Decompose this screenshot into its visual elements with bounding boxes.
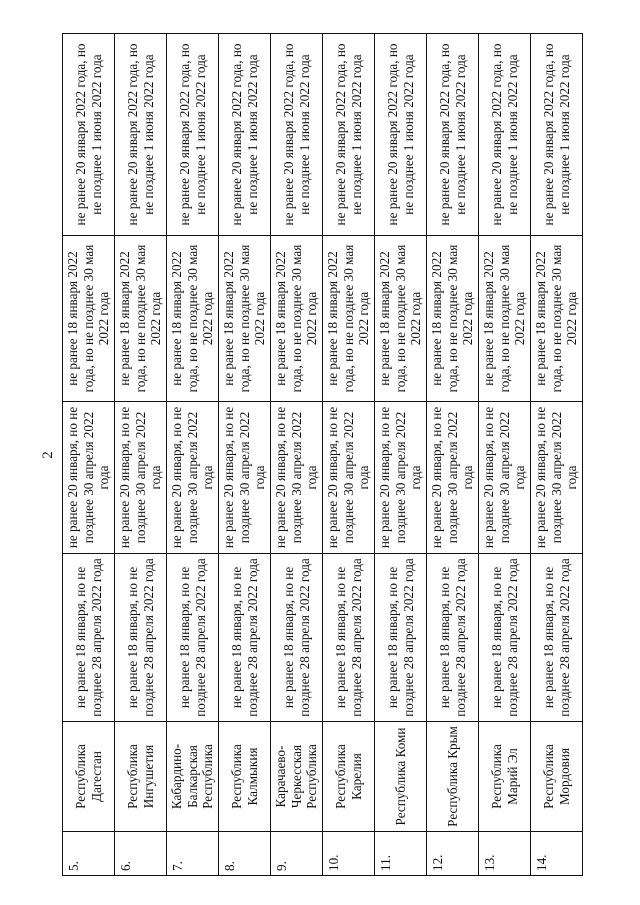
period-start-20-jan: не ранее 20 января, но не позднее 30 апреля 2022 года (531, 402, 583, 554)
period-end-30-may: не ранее 18 января 2022 года, но не позднее 30 мая 2022 года (219, 236, 271, 402)
period-end-30-may: не ранее 18 января 2022 года, но не позднее 30 мая 2022 года (375, 236, 427, 402)
period-end-1-june: не ранее 20 января 2022 года, но не позднее 1 июня 2022 года (479, 34, 531, 236)
period-end-30-may: не ранее 18 января 2022 года, но не позднее 30 мая 2022 года (115, 236, 167, 402)
period-start-20-jan: не ранее 20 января, но не позднее 30 апреля 2022 года (219, 402, 271, 554)
period-start-18-jan: не ранее 18 января, но не позднее 28 апреля 2022 года (375, 554, 427, 722)
table-row (115, 34, 167, 876)
period-start-20-jan: не ранее 20 января, но не позднее 30 апреля 2022 года (63, 402, 115, 554)
page-number: 2 (40, 451, 56, 459)
period-end-30-may: не ранее 18 января 2022 года, но не позднее 30 мая 2022 года (63, 236, 115, 402)
period-end-30-may: не ранее 18 января 2022 года, но не позднее 30 мая 2022 года (531, 236, 583, 402)
period-start-18-jan: не ранее 18 января, но не позднее 28 апреля 2022 года (271, 554, 323, 722)
schedule-table (62, 33, 583, 876)
table-row (323, 34, 375, 876)
row-number: 13. (479, 832, 531, 876)
period-end-1-june: не ранее 20 января 2022 года, но не позднее 1 июня 2022 года (271, 34, 323, 236)
table-row (63, 34, 115, 876)
table-row (479, 34, 531, 876)
period-start-18-jan: не ранее 18 января, но не позднее 28 апреля 2022 года (427, 554, 479, 722)
region-name: Республика Дагестан (63, 722, 115, 832)
period-end-30-may: не ранее 18 января 2022 года, но не позднее 30 мая 2022 года (479, 236, 531, 402)
row-number: 9. (271, 832, 323, 876)
period-end-30-may: не ранее 18 января 2022 года, но не позднее 30 мая 2022 года (167, 236, 219, 402)
row-number: 11. (375, 832, 427, 876)
period-start-20-jan: не ранее 20 января, но не позднее 30 апреля 2022 года (271, 402, 323, 554)
region-name: Республика Калмыкия (219, 722, 271, 832)
period-start-20-jan: не ранее 20 января, но не позднее 30 апреля 2022 года (115, 402, 167, 554)
period-end-1-june: не ранее 20 января 2022 года, но не позднее 1 июня 2022 года (531, 34, 583, 236)
period-end-1-june: не ранее 20 января 2022 года, но не позднее 1 июня 2022 года (323, 34, 375, 236)
period-end-1-june: не ранее 20 января 2022 года, но не позднее 1 июня 2022 года (427, 34, 479, 236)
row-number: 6. (115, 832, 167, 876)
table-row (167, 34, 219, 876)
period-end-1-june: не ранее 20 января 2022 года, но не позднее 1 июня 2022 года (115, 34, 167, 236)
row-number: 12. (427, 832, 479, 876)
period-start-20-jan: не ранее 20 января, но не позднее 30 апреля 2022 года (323, 402, 375, 554)
period-end-1-june: не ранее 20 января 2022 года, но не позднее 1 июня 2022 года (219, 34, 271, 236)
period-start-20-jan: не ранее 20 января, но не позднее 30 апреля 2022 года (427, 402, 479, 554)
period-start-18-jan: не ранее 18 января, но не позднее 28 апреля 2022 года (63, 554, 115, 722)
region-name: Республика Мордовия (531, 722, 583, 832)
table-row (531, 34, 583, 876)
period-start-20-jan: не ранее 20 января, но не позднее 30 апреля 2022 года (479, 402, 531, 554)
region-name: Республика Крым (427, 722, 479, 832)
table-row (375, 34, 427, 876)
row-number: 10. (323, 832, 375, 876)
period-start-20-jan: не ранее 20 января, но не позднее 30 апреля 2022 года (167, 402, 219, 554)
period-end-1-june: не ранее 20 января 2022 года, но не позднее 1 июня 2022 года (375, 34, 427, 236)
period-end-30-may: не ранее 18 января 2022 года, но не позднее 30 мая 2022 года (323, 236, 375, 402)
row-number: 8. (219, 832, 271, 876)
row-number: 14. (531, 832, 583, 876)
period-start-18-jan: не ранее 18 января, но не позднее 28 апреля 2022 года (531, 554, 583, 722)
region-name: Республика Ингушетия (115, 722, 167, 832)
region-name: Республика Коми (375, 722, 427, 832)
row-number: 5. (63, 832, 115, 876)
period-end-1-june: не ранее 20 января 2022 года, но не позднее 1 июня 2022 года (63, 34, 115, 236)
table-row (219, 34, 271, 876)
table-row (427, 34, 479, 876)
table-row (271, 34, 323, 876)
period-start-20-jan: не ранее 20 января, но не позднее 30 апреля 2022 года (375, 402, 427, 554)
period-end-1-june: не ранее 20 января 2022 года, но не позднее 1 июня 2022 года (167, 34, 219, 236)
period-start-18-jan: не ранее 18 января, но не позднее 28 апреля 2022 года (115, 554, 167, 722)
period-end-30-may: не ранее 18 января 2022 года, но не позднее 30 мая 2022 года (427, 236, 479, 402)
row-number: 7. (167, 832, 219, 876)
region-name: Карачаево-Черкесская Республика (271, 722, 323, 832)
region-name: Республика Карелия (323, 722, 375, 832)
period-start-18-jan: не ранее 18 января, но не позднее 28 апреля 2022 года (167, 554, 219, 722)
schedule-table-frame (62, 34, 582, 876)
region-name: Кабардино-Балкарская Республика (167, 722, 219, 832)
period-start-18-jan: не ранее 18 января, но не позднее 28 апреля 2022 года (219, 554, 271, 722)
period-start-18-jan: не ранее 18 января, но не позднее 28 апреля 2022 года (479, 554, 531, 722)
period-start-18-jan: не ранее 18 января, но не позднее 28 апреля 2022 года (323, 554, 375, 722)
period-end-30-may: не ранее 18 января 2022 года, но не позднее 30 мая 2022 года (271, 236, 323, 402)
region-name: Республика Марий Эл (479, 722, 531, 832)
